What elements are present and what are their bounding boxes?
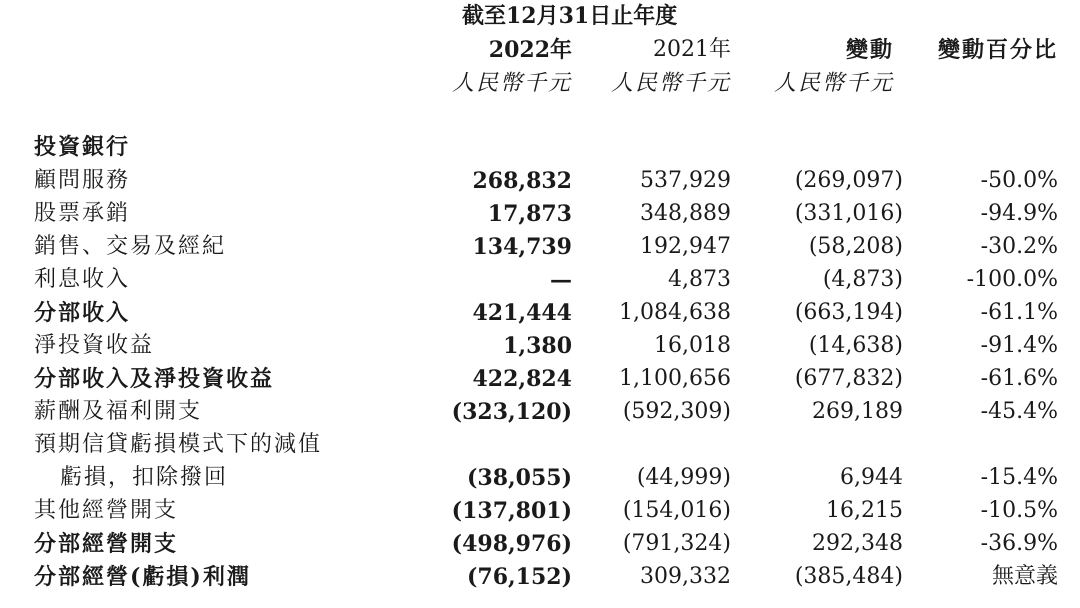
row-label: 投資銀行 (34, 134, 131, 160)
value-change: (331,016) (794, 201, 903, 226)
table-row-investment-banking (0, 131, 1080, 163)
period-header: 截至12月31日止年度 (462, 3, 678, 29)
table-row-advisory (0, 165, 1080, 197)
unit-2022: 人民幣千元 (451, 71, 572, 96)
table-row-impairment-net (0, 462, 1080, 494)
value-change: (385,484) (794, 564, 903, 589)
value-change: 16,215 (826, 498, 903, 523)
table-row-compensation-benefits (0, 396, 1080, 428)
value-2022: 421,444 (472, 300, 572, 326)
value-change: (4,873) (822, 267, 903, 292)
row-label: 顧問服務 (34, 168, 131, 193)
value-2022: (38,055) (466, 465, 572, 491)
value-2021: 348,889 (640, 201, 731, 226)
value-change: (677,832) (794, 366, 903, 391)
unit-2021: 人民幣千元 (610, 71, 731, 96)
value-2022: 1,380 (503, 333, 572, 359)
row-label: 預期信貸虧損模式下的減值 (34, 432, 323, 457)
col-header-2021: 2021年 (653, 37, 731, 62)
value-2021: 192,947 (640, 234, 731, 259)
table-row-net-investment-gains (0, 330, 1080, 362)
value-change-pct: -45.4% (980, 399, 1058, 424)
value-change-pct: -61.1% (980, 300, 1058, 325)
col-header-change: 變動 (845, 37, 894, 63)
row-label: 其他經營開支 (34, 498, 179, 523)
value-change-pct: 無意義 (991, 564, 1058, 589)
value-2021: (592,309) (622, 399, 731, 424)
table-row-segment-operating-expenses (0, 528, 1080, 560)
value-change: (663,194) (794, 300, 903, 325)
value-change: (14,638) (808, 333, 903, 358)
value-2021: 4,873 (668, 267, 731, 292)
value-2022: (323,120) (451, 399, 572, 425)
unit-change: 人民幣千元 (773, 71, 894, 96)
value-2021: 537,929 (640, 168, 731, 193)
col-header-change-pct: 變動百分比 (937, 37, 1058, 63)
value-2021: (154,016) (622, 498, 731, 523)
value-2022: (76,152) (466, 564, 572, 590)
table-row-equity-underwriting (0, 198, 1080, 230)
value-change: 269,189 (812, 399, 903, 424)
value-2021: 16,018 (654, 333, 731, 358)
table-row-segment-revenue-and-net-investment-gains (0, 363, 1080, 395)
value-change-pct: -10.5% (980, 498, 1058, 523)
row-label: 分部經營(虧損)利潤 (34, 564, 251, 590)
value-change-pct: -15.4% (980, 465, 1058, 490)
row-label: 薪酬及福利開支 (34, 399, 203, 424)
row-label: 分部經營開支 (34, 531, 179, 557)
value-2021: 1,084,638 (619, 300, 731, 325)
table-row-impairment-heading (0, 429, 1080, 461)
row-label: 分部收入 (34, 300, 131, 326)
row-label: 銷售、交易及經紀 (34, 234, 227, 259)
table-row-interest-income (0, 264, 1080, 296)
value-change-pct: -50.0% (980, 168, 1058, 193)
value-change: (58,208) (808, 234, 903, 259)
value-2021: (44,999) (636, 465, 731, 490)
row-label: 分部收入及淨投資收益 (34, 366, 275, 392)
value-2022: 268,832 (472, 168, 572, 194)
value-2021: 1,100,656 (619, 366, 731, 391)
value-2022: (498,976) (451, 531, 572, 557)
table-row-segment-revenue (0, 297, 1080, 329)
value-change-pct: -91.4% (980, 333, 1058, 358)
value-2022: 422,824 (472, 366, 572, 392)
value-change-pct: -100.0% (966, 267, 1058, 292)
col-header-2022: 2022年 (488, 37, 572, 63)
value-2022: 134,739 (472, 234, 572, 260)
table-row-segment-operating-profit-loss (0, 561, 1080, 593)
value-change-pct: -94.9% (980, 201, 1058, 226)
value-change: 292,348 (812, 531, 903, 556)
table-row-sales-trading-brokerage (0, 231, 1080, 263)
row-label: 利息收入 (34, 267, 131, 292)
row-label: 淨投資收益 (34, 333, 155, 358)
value-2022: — (550, 267, 572, 293)
value-change-pct: -30.2% (980, 234, 1058, 259)
value-change-pct: -36.9% (980, 531, 1058, 556)
value-change: (269,097) (794, 168, 903, 193)
value-change: 6,944 (840, 465, 903, 490)
table-row-other-operating-expenses (0, 495, 1080, 527)
row-label: 股票承銷 (34, 201, 131, 226)
row-label: 虧損，扣除撥回 (60, 465, 229, 490)
value-change-pct: -61.6% (980, 366, 1058, 391)
value-2021: (791,324) (622, 531, 731, 556)
value-2022: 17,873 (487, 201, 572, 227)
value-2022: (137,801) (451, 498, 572, 524)
value-2021: 309,332 (640, 564, 731, 589)
